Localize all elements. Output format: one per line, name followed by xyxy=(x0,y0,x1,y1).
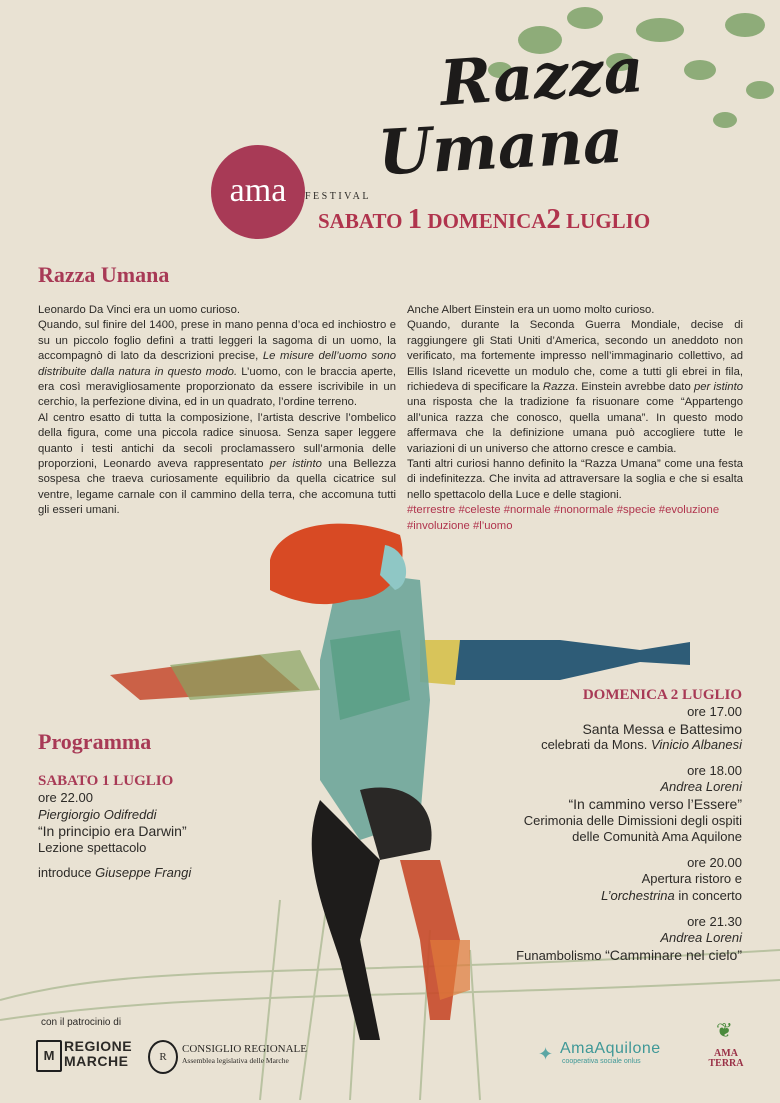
left-p2-a: Quando, sul finire del 1400, prese in mano penna d’oca ed inchiostro e su un piccolo foglio definì a tratti leggeri la sagoma di un uomo, la accompagnò di lato da descrizioni precise, xyxy=(38,319,396,363)
saturday-program xyxy=(38,772,288,882)
sunday-e2-line2 xyxy=(460,829,742,846)
saturday-day: SABATO 1 LUGLIO xyxy=(38,773,174,789)
sunday-e2-line2-a: delle xyxy=(572,829,600,845)
festival-label: FESTIVAL xyxy=(305,191,371,202)
regione-marche-logo-icon: M xyxy=(36,1040,62,1072)
right-p1: Anche Albert Einstein era un uomo molto curioso. xyxy=(407,304,655,316)
date-sat-label: SABATO xyxy=(318,209,403,233)
date-sun-label: DOMENICA xyxy=(427,209,547,233)
right-p2-c: una risposta che la tradizione fa risuonare come “Appartengo all’unica razza che conosco, quella umana”. In questo modo affermava che la definizione umana può accogliere tutte le variazioni di un universo che attorno cresce e cambia. xyxy=(407,396,743,455)
right-p3: Tanti altri curiosi hanno definito la “Razza Umana” come una festa di indefinitezza. Che invita ad attraversare la soglia e che si esalta nello spettacolo della Luce e delle stagioni. xyxy=(407,458,743,501)
sunday-e4-time: ore 21.30 xyxy=(687,913,742,929)
amaterra-logo: AMA TERRA xyxy=(708,1048,744,1069)
intro-heading: Razza Umana xyxy=(38,262,170,287)
sunday-e1-name: Vinicio Albanesi xyxy=(650,737,742,753)
intro-left-column xyxy=(38,303,396,519)
sunday-day: DOMENICA 2 LUGLIO xyxy=(582,687,742,703)
sunday-e4-title: “Camminare nel cielo” xyxy=(605,946,742,963)
sunday-e2-line2-b: Comunità Ama Aquilone xyxy=(603,829,742,845)
saturday-speaker: Piergiorgio Odifreddi xyxy=(38,806,157,822)
right-p2-italic-istinto: per istinto xyxy=(693,381,743,394)
left-p3-italic: per istinto xyxy=(269,458,322,471)
sunday-e3-time: ore 20.00 xyxy=(687,854,742,870)
left-p2-italic: Le misure dell’uomo sono distribuite dalla natura in questo modo. xyxy=(38,350,397,378)
patrocinio-label: con il patrocinio di xyxy=(41,1017,122,1028)
saturday-intro-label: introduce xyxy=(38,865,92,881)
saturday-intro-name: Giuseppe Frangi xyxy=(95,865,192,881)
right-p2 xyxy=(407,318,743,457)
ama-logo-text: ama xyxy=(229,172,287,209)
left-p2 xyxy=(38,318,396,410)
right-p2-italic-razza: Razza xyxy=(542,381,575,394)
date-month: LUGLIO xyxy=(566,209,651,233)
sunday-e3-line2 xyxy=(460,888,742,905)
left-p3-a: Al centro esatto di tutta la composizione, l’artista descrive l’ombelico della figura, come una piccola radice sinuosa. Senza saper leggere quanto i testi antichi da secoli proclamassero sull’armonia delle proporzioni, Leonardo aveva rappresentato xyxy=(38,411,396,471)
saturday-intro xyxy=(38,865,288,882)
festival-dates xyxy=(318,203,650,236)
consiglio-title: CONSIGLIO REGIONALE xyxy=(182,1043,307,1055)
sunday-e1-by-label: celebrati da xyxy=(541,737,609,753)
intro-right-column xyxy=(407,303,743,534)
sunday-e2-time: ore 18.00 xyxy=(687,762,742,778)
amaquilone-logo: AmaAquilone xyxy=(560,1040,661,1057)
right-p2-a: Quando, durante la Seconda Guerra Mondiale, decise di raggiungere gli Stati Uniti d’America, secondo un aneddoto non verificato, ma fortemente impresso nell’immaginario collettivo, ad Ellis Island ricevette un modulo che, come a tutti gli ebrei in fila, richiedeva di specificare la xyxy=(407,319,743,394)
amaquilone-subtitle: cooperativa sociale onlus xyxy=(562,1058,641,1065)
sunday-e1-title: Santa Messa e Battesimo xyxy=(582,720,742,737)
consiglio-subtitle: Assemblea legislativa delle Marche xyxy=(182,1056,289,1065)
sunday-e3-orchestrina: L’orchestrina xyxy=(601,887,675,903)
sunday-e2-line1: Cerimonia delle Dimissioni degli ospiti xyxy=(523,812,742,828)
consiglio-regionale-logo-icon: R xyxy=(148,1040,178,1074)
saturday-type: Lezione spettacolo xyxy=(38,839,147,855)
left-p1: Leonardo Da Vinci era un uomo curioso. xyxy=(38,304,241,316)
saturday-time: ore 22.00 xyxy=(38,790,93,805)
sunday-e1-by xyxy=(460,737,742,754)
sunday-e4-speaker: Andrea Loreni xyxy=(660,930,742,946)
sunday-e4-prefix: Funambolismo xyxy=(516,947,602,963)
consiglio-regionale-logo xyxy=(182,1043,307,1067)
amaquilone-logo-icon: ✦ xyxy=(538,1044,554,1064)
sunday-e1-time: ore 17.00 xyxy=(687,704,742,719)
sunday-e2-speaker: Andrea Loreni xyxy=(660,779,742,795)
title-razza: Razza xyxy=(437,32,646,121)
right-p2-b: . Einstein avrebbe dato xyxy=(574,381,694,394)
left-p3 xyxy=(38,411,396,519)
sunday-e1-mons: Mons. xyxy=(611,737,648,753)
left-p2-b: L’uomo, con le braccia aperte, era così meravigliosamente proporzionato da essere iscrivibile in un cerchio, la perfezione divina, ed in un quadrato, l’ordine terreno. xyxy=(38,365,396,409)
left-p3-b: una Bellezza sospesa che traeva curiosamente equilibrio da quella cicatrice sul ventre, legame carnale con il cammino della terra, che accomuna tutti gli esseri umani. xyxy=(38,458,397,517)
date-sat-num: 1 xyxy=(407,203,423,235)
regione-marche-logo: REGIONE MARCHE xyxy=(64,1038,133,1069)
program-heading: Programma xyxy=(38,729,152,754)
sunday-e3-concerto: in concerto xyxy=(678,887,742,903)
amaterra-leaf-icon: ❦ xyxy=(716,1020,733,1042)
sunday-program xyxy=(460,686,742,964)
sunday-e4-line xyxy=(460,947,742,965)
title-umana: Umana xyxy=(376,103,625,190)
sunday-e2-title: “In cammino verso l’Essere” xyxy=(568,795,742,812)
hashtags: #terrestre #celeste #normale #nonormale #specie #evoluzione #involuzione #l’uomo xyxy=(407,504,720,532)
sunday-e3-line1: Apertura ristoro e xyxy=(641,871,742,887)
date-sun-num: 2 xyxy=(546,203,561,235)
saturday-talk: “In principio era Darwin” xyxy=(38,823,187,840)
